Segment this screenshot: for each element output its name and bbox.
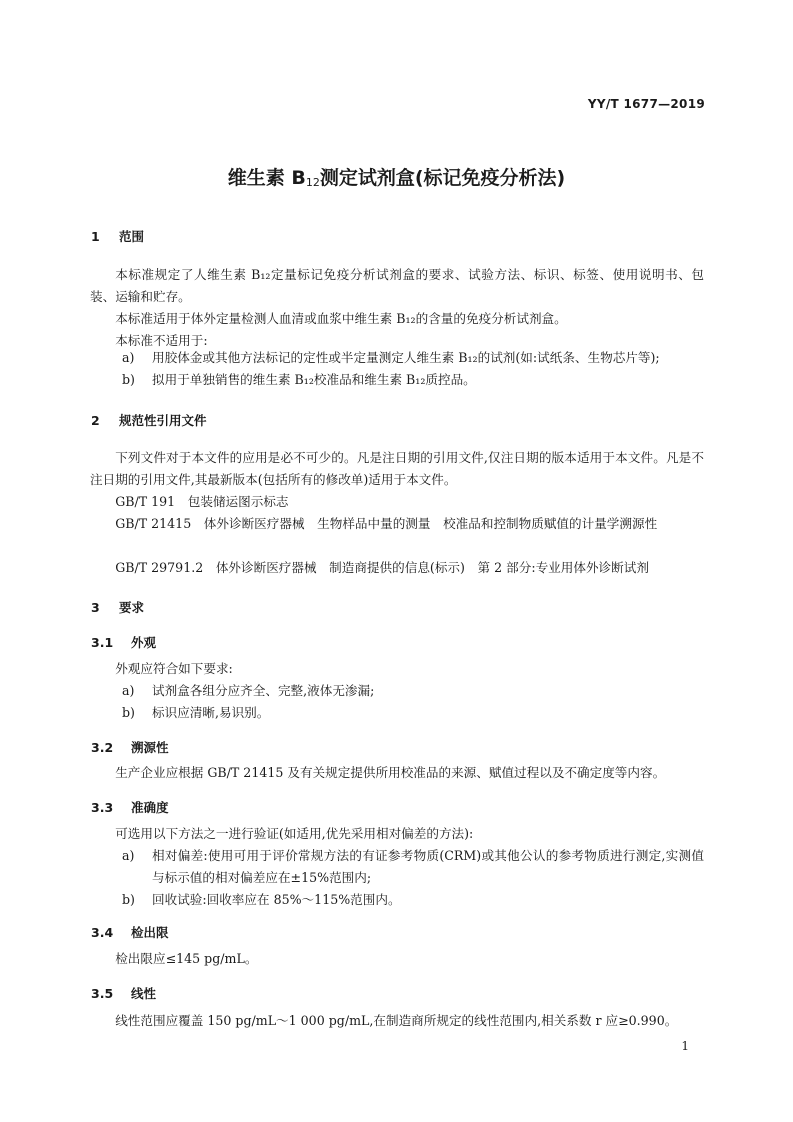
subsection-title: 线性 <box>131 986 157 1001</box>
subsection-number: 3.4 <box>91 925 114 940</box>
section-title: 范围 <box>119 229 145 244</box>
subsection-3-2-text: 生产企业应根据 GB/T 21415 及有关规定提供所用校准品的来源、赋值过程以及不确定度等内容。 <box>115 765 666 780</box>
subsection-3-3-intro: 可选用以下方法之一进行验证(如适用,优先采用相对偏差的方法): <box>115 826 474 841</box>
subsection-number: 3.3 <box>91 800 114 815</box>
subsection-3-4-text: 检出限应≤145 pg/mL。 <box>115 951 258 966</box>
list-marker: b) <box>122 372 135 387</box>
reference-gbt-191: GB/T 191 包装储运图示标志 <box>115 494 289 509</box>
list-item <box>122 845 704 889</box>
section-number: 3 <box>91 600 100 615</box>
section-2-heading <box>91 411 207 429</box>
subsection-3-5-text: 线性范围应覆盖 150 pg/mL～1 000 pg/mL,在制造商所规定的线性范围内,相关系数 r 应≥0.990。 <box>115 1013 678 1028</box>
section-3-heading <box>91 598 144 616</box>
section-2-paragraph-1: 下列文件对于本文件的应用是必不可少的。凡是注日期的引用文件,仅注日期的版本适用于本文件。凡是不注日期的引用文件,其最新版本(包括所有的修改单)适用于本文件。 <box>90 450 704 487</box>
list-text: 回收试验:回收率应在 85%～115%范围内。 <box>152 892 401 907</box>
list-item <box>122 889 401 911</box>
list-text: 相对偏差:使用可用于评价常规方法的有证参考物质(CRM)或其他公认的参考物质进行测定,实测值与标示值的相对偏差应在±15%范围内; <box>152 848 704 885</box>
section-title: 规范性引用文件 <box>119 413 207 428</box>
subsection-3-2-heading <box>91 738 169 756</box>
section-title: 要求 <box>119 600 145 615</box>
section-1-paragraph-3: 本标准不适用于: <box>115 333 208 348</box>
list-marker: a) <box>122 848 135 863</box>
section-1-paragraph-2: 本标准适用于体外定量检测人血清或血浆中维生素 B₁₂的含量的免疫分析试剂盒。 <box>115 311 567 326</box>
subsection-3-4-heading <box>91 923 169 941</box>
list-text: 拟用于单独销售的维生素 B₁₂校准品和维生素 B₁₂质控品。 <box>152 372 476 387</box>
list-text: 标识应清晰,易识别。 <box>152 705 270 720</box>
subsection-title: 检出限 <box>131 925 169 940</box>
section-1-paragraph-1: 本标准规定了人维生素 B₁₂定量标记免疫分析试剂盒的要求、试验方法、标识、标签、使用说明书、包装、运输和贮存。 <box>90 267 704 304</box>
standard-code: YY/T 1677—2019 <box>587 97 705 111</box>
list-marker: b) <box>122 705 135 720</box>
list-text: 试剂盒各组分应齐全、完整,液体无渗漏; <box>152 683 375 698</box>
list-item <box>122 347 660 369</box>
document-title <box>0 163 793 190</box>
reference-gbt-29791-2: GB/T 29791.2 体外诊断医疗器械 制造商提供的信息(标示) 第 2 部分:专业用体外诊断试剂 <box>115 560 649 575</box>
list-marker: a) <box>122 350 135 365</box>
subsection-number: 3.2 <box>91 740 114 755</box>
section-number: 2 <box>91 413 100 428</box>
page-number: 1 <box>681 1039 689 1053</box>
subsection-3-3-heading <box>91 798 169 816</box>
list-item <box>122 369 476 391</box>
subsection-title: 外观 <box>131 635 157 650</box>
reference-gbt-21415: GB/T 21415 体外诊断医疗器械 生物样品中量的测量 校准品和控制物质赋值的计量学溯源性 <box>115 516 658 531</box>
subsection-3-5-heading <box>91 984 156 1002</box>
subsection-number: 3.5 <box>91 986 114 1001</box>
subsection-3-1-intro: 外观应符合如下要求: <box>115 661 233 676</box>
list-text: 用胶体金或其他方法标记的定性或半定量测定人维生素 B₁₂的试剂(如:试纸条、生物芯片等); <box>152 350 660 365</box>
section-number: 1 <box>91 229 100 244</box>
subsection-number: 3.1 <box>91 635 114 650</box>
section-1-heading <box>91 227 144 245</box>
subsection-title: 准确度 <box>131 800 169 815</box>
list-marker: b) <box>122 892 135 907</box>
list-item <box>122 702 269 724</box>
title-post: 测定试剂盒(标记免疫分析法) <box>319 167 566 189</box>
title-pre: 维生素 B <box>227 167 306 189</box>
list-marker: a) <box>122 683 135 698</box>
subsection-title: 溯源性 <box>131 740 169 755</box>
list-item <box>122 680 374 702</box>
title-subscript: 12 <box>305 176 320 189</box>
subsection-3-1-heading <box>91 633 156 651</box>
